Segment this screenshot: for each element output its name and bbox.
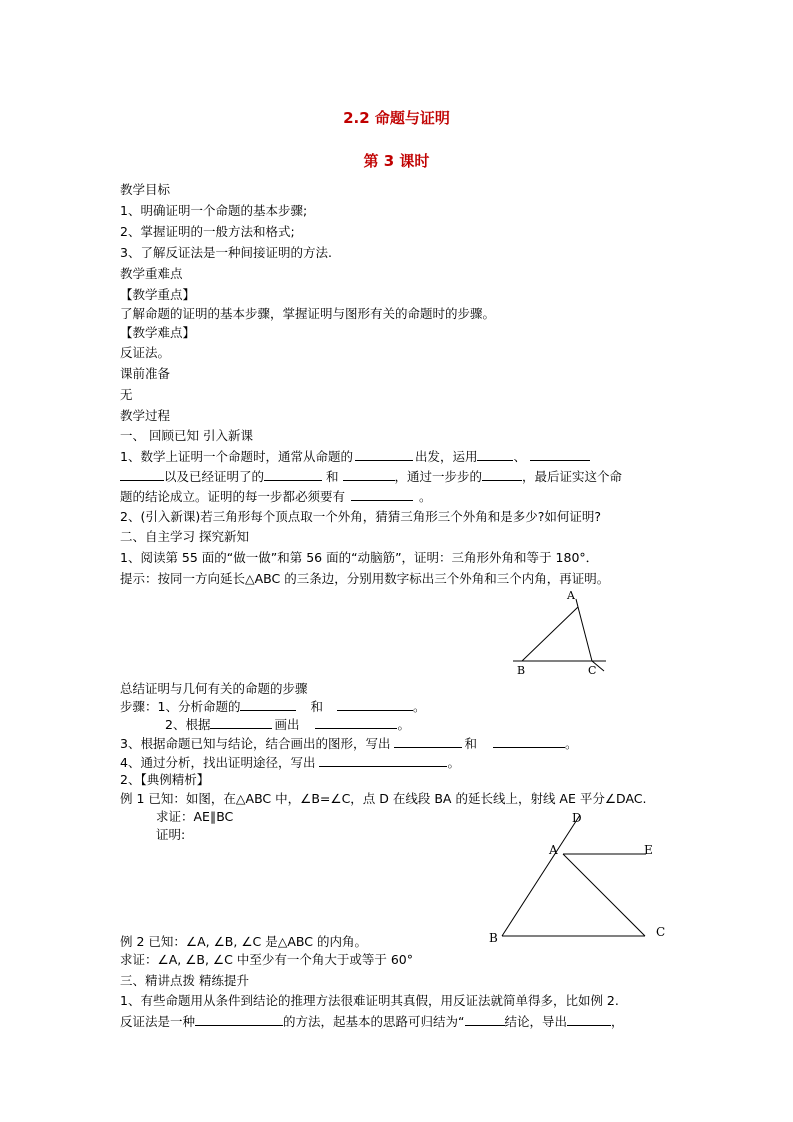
focus-tag: 【教学重点】 xyxy=(120,287,196,302)
objective-item: 3、了解反证法是一种间接证明的方法. xyxy=(120,245,332,260)
process-heading: 教学过程 xyxy=(120,408,171,423)
question-three: 1、有些命题用从条件到结论的推理方法很难证明其真假，用反证法就简单得多，比如例 2. xyxy=(120,993,619,1008)
focus-text: 了解命题的证明的基本步骤，掌握证明与图形有关的命题时的步骤。 xyxy=(120,306,496,321)
step-two: 2、根据 画出 。 xyxy=(165,717,410,732)
vertex-label-c: C xyxy=(656,925,666,939)
vertex-label-b: B xyxy=(517,664,526,677)
objective-item: 1、明确证明一个命题的基本步骤; xyxy=(120,203,308,218)
vertex-label-d: D xyxy=(572,811,582,825)
reading-task: 1、阅读第 55 面的“做一做”和第 56 面的“动脑筋”，证明：三角形外角和等于 180°． xyxy=(120,550,599,565)
prep-text: 无 xyxy=(120,387,133,402)
keypoints-heading: 教学重难点 xyxy=(120,266,183,281)
example-two-given: 例 2 已知：∠A, ∠B, ∠C 是△ABC 的内角。 xyxy=(120,934,367,949)
example-one-given: 例 1 已知：如图，在△ABC 中，∠B=∠C，点 D 在线段 BA 的延长线上，射线 AE 平分∠DAC. xyxy=(120,791,647,806)
vertex-label-c: C xyxy=(588,664,597,677)
objective-item: 2、掌握证明的一般方法和格式; xyxy=(120,224,295,239)
summary-heading: 总结证明与几何有关的命题的步骤 xyxy=(120,681,308,696)
step-four: 4、通过分析，找出证明途径，写出 。 xyxy=(120,755,460,770)
example-one-prove: 求证：AE∥BC xyxy=(156,809,234,824)
prep-heading: 课前准备 xyxy=(120,366,171,381)
page-subtitle: 第 3 课时 xyxy=(363,152,430,170)
question-one-line2: 以及已经证明了的 和 ，通过一步步的 ，最后证实这个命 xyxy=(120,468,622,485)
section-two-heading: 二、自主学习 探究新知 xyxy=(120,529,249,544)
triangle-figure-one xyxy=(500,585,620,680)
question-four: 反证法是一种 的方法，起基本的思路可归结为“ 结论，导出 ， xyxy=(120,1014,624,1029)
vertex-label-a: A xyxy=(567,589,575,602)
step-one: 步骤：1、分析命题的 和 。 xyxy=(120,699,426,714)
question-one-line3: 题的结论成立。证明的每一步都必须要有 。 xyxy=(120,489,432,504)
difficulty-tag: 【教学难点】 xyxy=(120,325,196,340)
page-title: 2.2 命题与证明 xyxy=(343,109,450,127)
question-two: 2、(引入新课)若三角形每个顶点取一个外角，猜猜三角形三个外角和是多少?如何证明? xyxy=(120,509,601,524)
section-three-heading: 三、精讲点拨 精练提升 xyxy=(120,973,249,988)
example-two-prove: 求证：∠A, ∠B, ∠C 中至少有一个角大于或等于 60° xyxy=(120,952,413,967)
step-three: 3、根据命题已知与结论，结合画出的图形，写出 和 。 xyxy=(120,736,578,751)
question-one-line1: 1、数学上证明一个命题时，通常从命题的 出发，运用 、 xyxy=(120,448,590,465)
vertex-label-a: A xyxy=(549,843,558,857)
vertex-label-b: B xyxy=(489,931,498,945)
example-heading: 2、【典例精析】 xyxy=(120,772,210,787)
objectives-heading: 教学目标 xyxy=(120,182,171,197)
triangle-figure-two xyxy=(480,805,680,950)
example-one-proof: 证明: xyxy=(156,827,186,842)
difficulty-text: 反证法。 xyxy=(120,345,171,360)
vertex-label-e: E xyxy=(644,843,653,857)
hint-text: 提示：按同一方向延长△ABC 的三条边，分别用数字标出三个外角和三个内角，再证明。 xyxy=(120,571,610,586)
section-one-heading: 一、 回顾已知 引入新课 xyxy=(120,428,253,443)
